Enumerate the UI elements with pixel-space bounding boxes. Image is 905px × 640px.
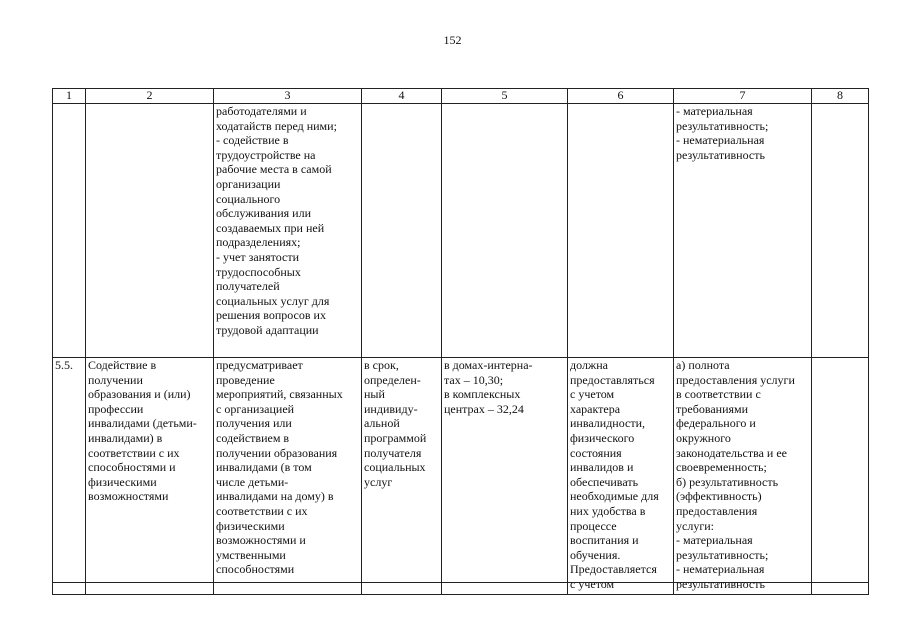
cell-number: 5.5. [53,358,86,595]
cell-service-description: работодателями и ходатайств перед ними; - содействие в трудоустройстве на рабочие места в самой организации социального обслуживания или создаваемых при ней подразделениях; - учет занятости трудоспособных получателей социальных услуг для решения вопросов их трудовой адаптации [214,104,362,358]
cell-norm [442,104,568,358]
cell-term [362,104,442,358]
cell-service-name: Содействие в получении образования и (или) профессии инвалидами (детьми- инвалидами) в соответствии с их способностями и физическими возможностями [86,358,214,595]
table-row-5-5 [53,358,869,595]
cell-col8 [812,104,869,358]
cell-quality-indicators: а) полнота предоставления услуги в соответствии с требованиями федерального и окружного законодательства и ее своевременность; б) результативность (эффективность) предоставления услуги: - материальная результативность; - нематериальная результативность [674,358,812,595]
cell-col8 [812,358,869,595]
header-col-3: 3 [214,89,362,104]
header-col-6: 6 [568,89,674,104]
cell-term: в срок, определен- ный индивиду- альной программой получателя социальных услуг [362,358,442,595]
header-col-8: 8 [812,89,869,104]
cell-conditions [568,104,674,358]
table-bottom-border [52,582,868,583]
services-table [52,88,869,595]
header-col-5: 5 [442,89,568,104]
cell-number [53,104,86,358]
cell-service-description: предусматривает проведение мероприятий, связанных с организацией получения или содействием в получении образования инвалидами (в том числе детьми- инвалидами на дому) в соответствии с их физическими возможностями и умственными способностями [214,358,362,595]
cell-conditions: должна предоставляться с учетом характера инвалидности, физического состояния инвалидов и обеспечивать необходимые для них удобства в процессе воспитания и обучения. Предоставляется с учетом [568,358,674,595]
header-col-4: 4 [362,89,442,104]
header-col-1: 1 [53,89,86,104]
table-header-row [53,89,869,104]
cell-norm: в домах-интерна- тах – 10,30; в комплексных центрах – 32,24 [442,358,568,595]
cell-service-name [86,104,214,358]
header-col-2: 2 [86,89,214,104]
table-row-continued [53,104,869,358]
page-number: 152 [443,33,462,47]
header-col-7: 7 [674,89,812,104]
cell-quality-indicators: - материальная результативность; - нематериальная результативность [674,104,812,358]
